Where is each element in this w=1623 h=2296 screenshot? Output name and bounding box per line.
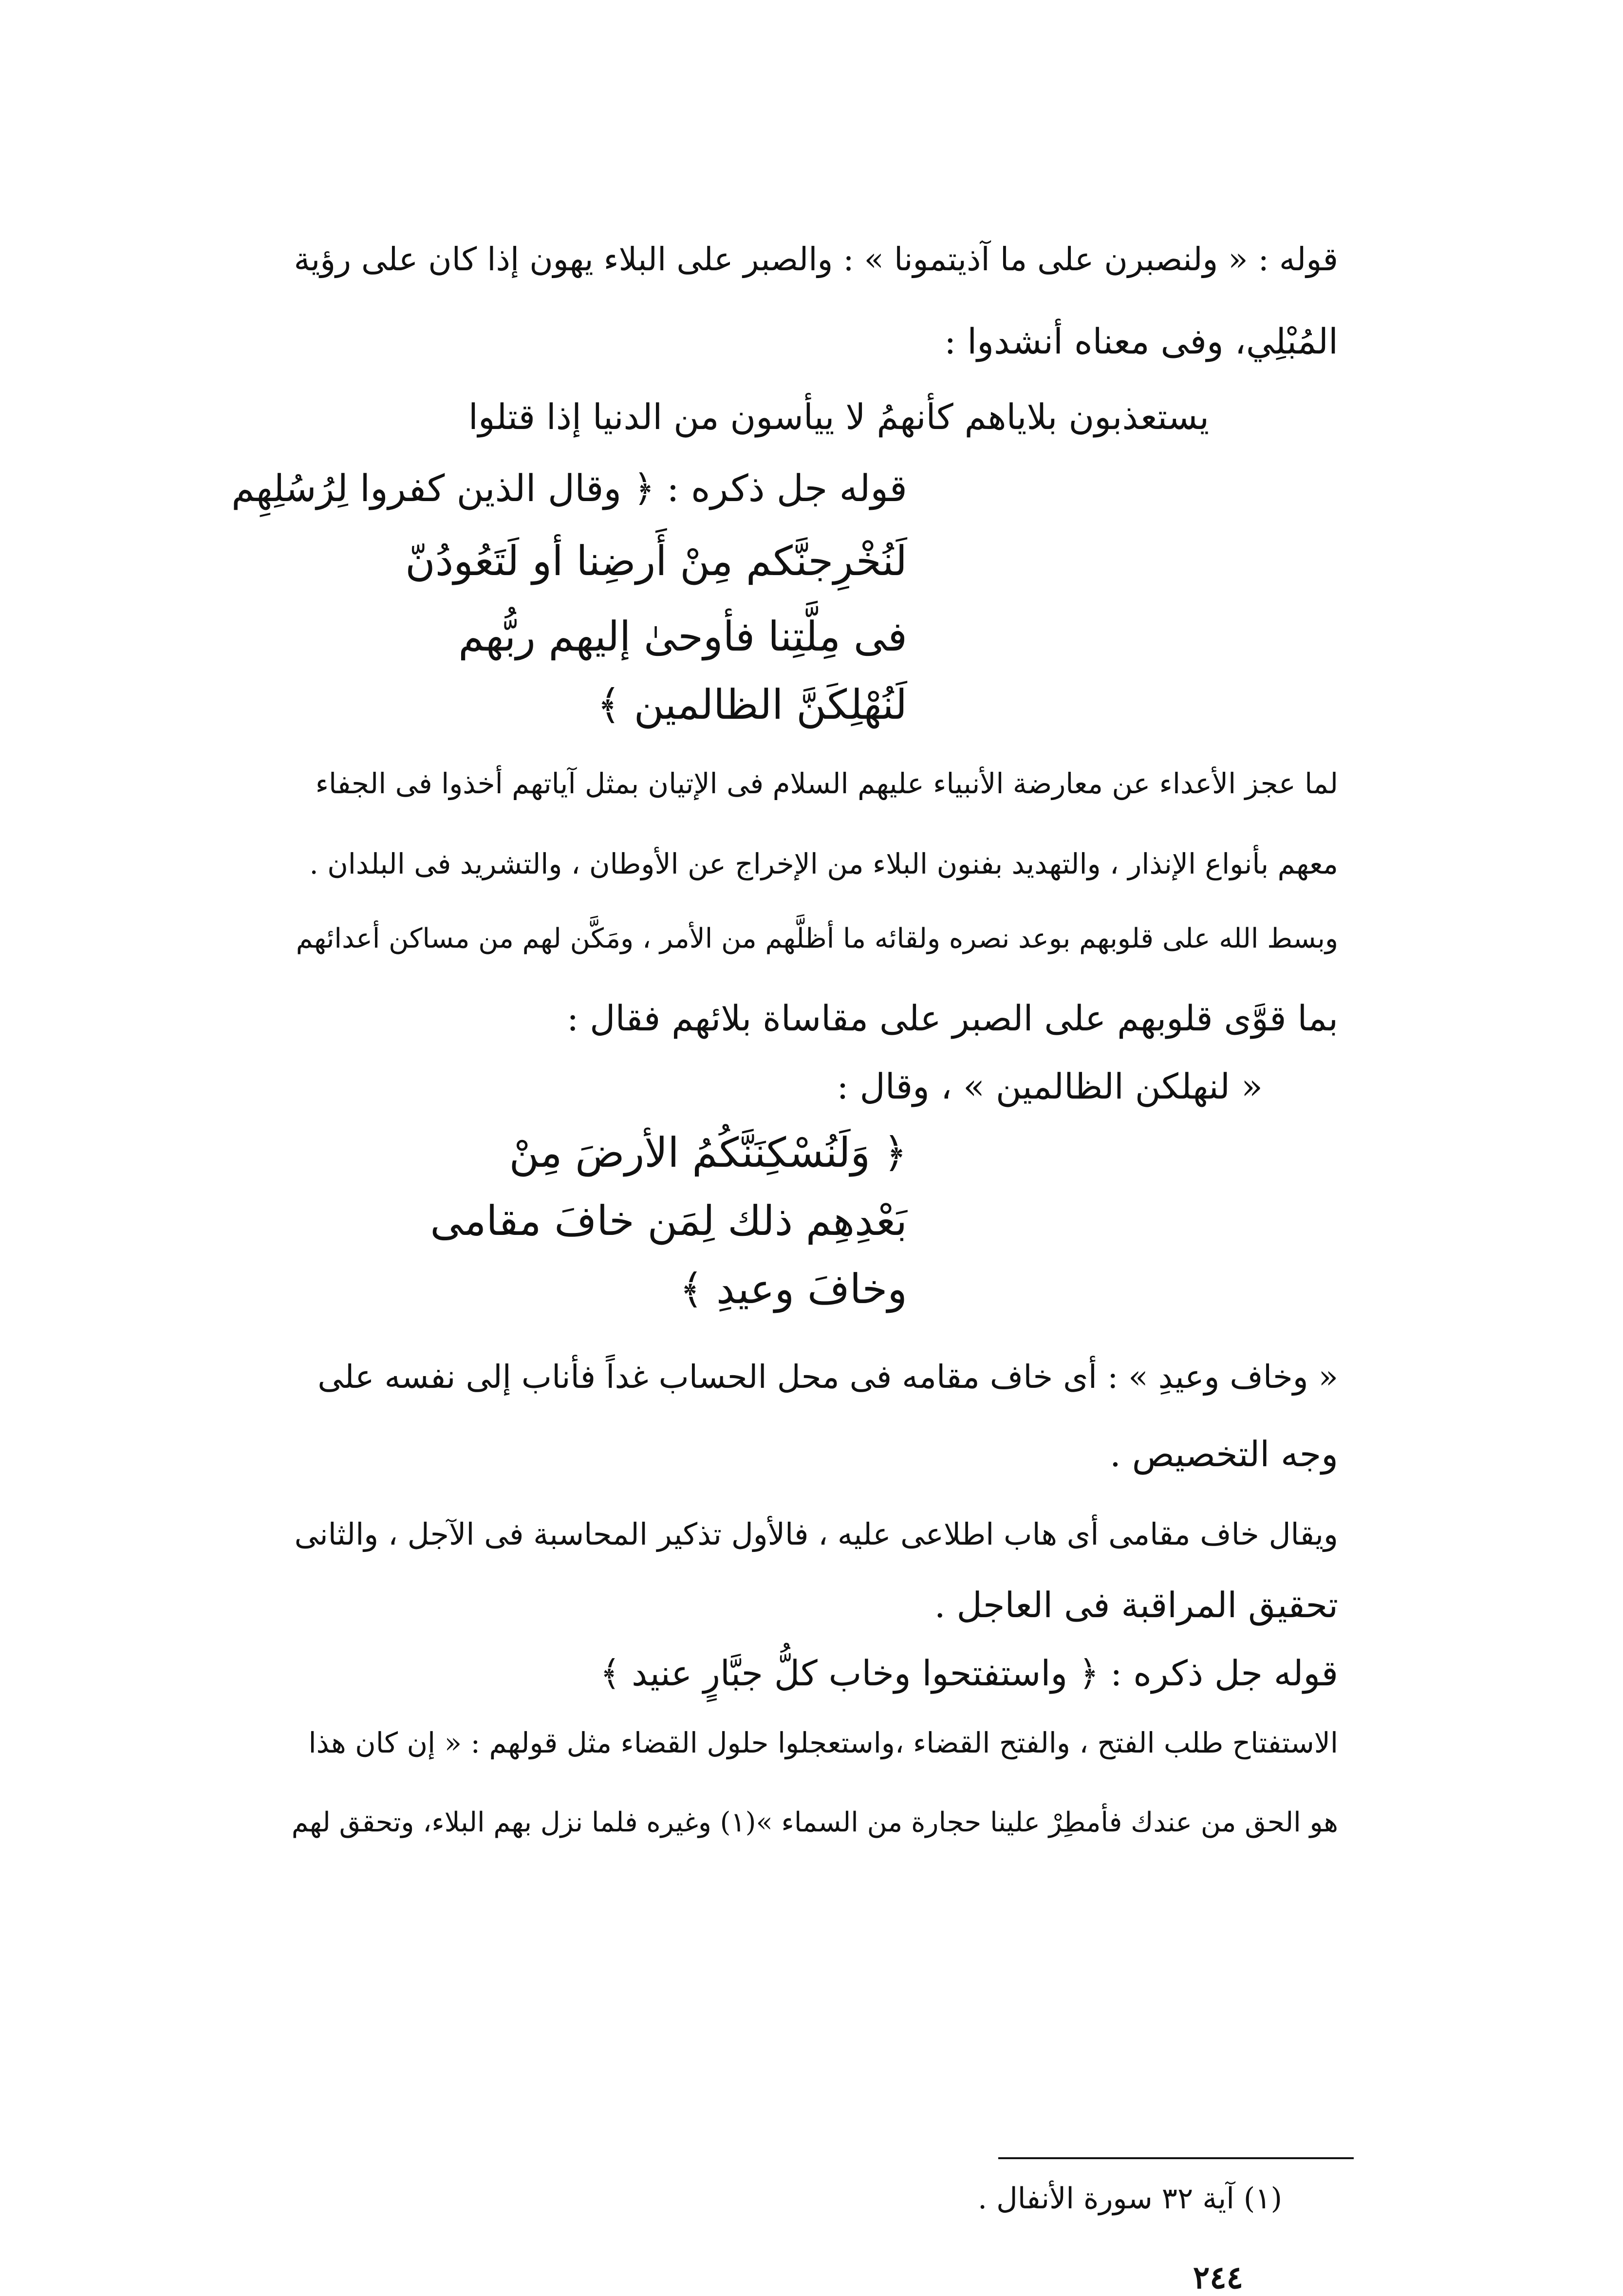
text-line: ويقال خاف مقامى أى هاب اطلاعى عليه ، فالأول تذكير المحاسبة فى الآجل ، والثانى — [294, 1516, 1338, 1552]
quran-verse-line: قوله جل ذكره : ﴿ وقال الذين كفروا لِرُسُلِهِم — [231, 467, 907, 510]
text-line: المُبْلِي، وفى معناه أنشدوا : — [944, 321, 1338, 362]
quran-verse-line: وخافَ وعيدِ ﴾ — [679, 1265, 907, 1313]
text-line: لما عجز الأعداء عن معارضة الأنبياء عليهم السلام فى الإتيان بمثل آياتهم أخذوا فى الجفاء — [315, 767, 1338, 800]
poetry-verse: يستعذبون بلاياهم كأنهمُ لا ييأسون من الدنيا إذا قتلوا — [468, 396, 1209, 437]
text-line: قوله : « ولنصبرن على ما آذيتمونا » : والصبر على البلاء يهون إذا كان على رؤية — [294, 241, 1338, 278]
quran-verse-line: فى مِلَّتِنا فأوحىٰ إليهم ربُّهم — [458, 613, 907, 660]
text-line: « لنهلكن الظالمين » ، وقال : — [837, 1066, 1263, 1107]
text-line: هو الحق من عندك فأمطِرْ علينا حجارة من السماء »(١) وغيره فلما نزل بهم البلاء، وتحقق لهم — [291, 1807, 1338, 1838]
text-line: « وخاف وعيدِ » : أى خاف مقامه فى محل الحساب غداً فأناب إلى نفسه على — [317, 1358, 1338, 1396]
text-line: الاستفتاح طلب الفتح ، والفتح القضاء ،واستعجلوا حلول القضاء مثل قولهم : « إن كان هذا — [308, 1726, 1338, 1759]
text-line: معهم بأنواع الإنذار ، والتهديد بفنون البلاء من الإخراج عن الأوطان ، والتشريد فى البلدان . — [309, 847, 1338, 880]
footnote-separator — [998, 2157, 1354, 2159]
text-line: قوله جل ذكره : ﴿ واستفتحوا وخاب كلُّ جبَّارٍ عنيد ﴾ — [599, 1653, 1338, 1694]
quran-verse-line: لَنُهْلِكَنَّ الظالمين ﴾ — [597, 681, 907, 728]
text-line: تحقيق المراقبة فى العاجل . — [934, 1585, 1338, 1625]
text-line: وبسط الله على قلوبهم بوعد نصره ولقائه ما أظلَّهم من الأمر ، ومَكَّن لهم من مساكن أعدائهم — [296, 923, 1338, 954]
quran-verse-line: لَنُخْرِجنَّكم مِنْ أَرضِنا أو لَتَعُودُنّ — [405, 537, 907, 585]
text-line: بما قوَّى قلوبهم على الصبر على مقاساة بلائهم فقال : — [567, 998, 1338, 1039]
text-line: وجه التخصيص . — [1109, 1434, 1338, 1475]
quran-verse-line: ﴿ وَلَنُسْكِنَنَّكُمُ الأرضَ مِنْ — [509, 1129, 907, 1176]
quran-verse-line: بَعْدِهِم ذلك لِمَن خافَ مقامى — [430, 1197, 907, 1245]
footnote: (١) آية ٣٢ سورة الأنفال . — [978, 2182, 1282, 2216]
page-number: ٢٤٤ — [1193, 2259, 1243, 2296]
